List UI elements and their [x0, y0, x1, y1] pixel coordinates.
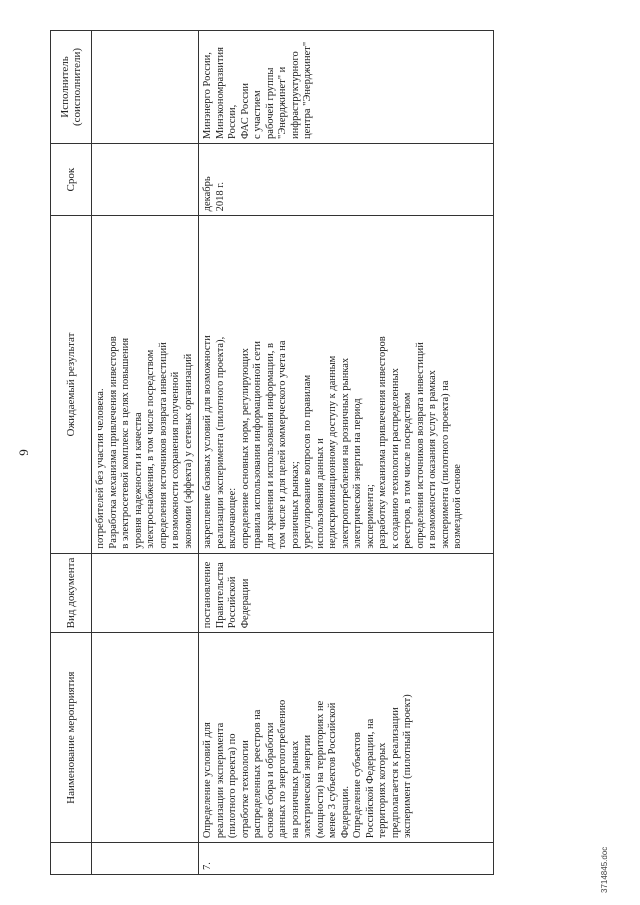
result-line: электроснабжения, в том числе посредством: [145, 349, 156, 549]
item-executor: [199, 31, 494, 144]
result-line: использования данных и: [314, 438, 326, 549]
table-row-continuation: [92, 31, 199, 875]
name-line: на розничных рынках: [289, 740, 301, 839]
result-line: электропотребления на розничных рынках: [339, 357, 351, 549]
deadline-line: 2018 г.: [214, 181, 226, 212]
result-line: том числе и для целей коммерческого учета на: [277, 340, 288, 549]
header-deadline: Срок: [51, 143, 92, 215]
name-line: данных по энергопотреблению: [277, 699, 288, 839]
executor-line: Минэкономразвития: [214, 47, 226, 139]
executor-line: ФАС России: [239, 82, 251, 139]
executor-line: России,: [227, 104, 238, 139]
name-line: отработке технологии: [239, 740, 251, 839]
result-line: разработку механизма привлечения инвесторов: [377, 336, 388, 549]
table-header-row: [51, 31, 92, 875]
name-line: Российской Федерации, на: [364, 718, 376, 839]
result-line: розничных рынках;: [289, 461, 301, 549]
result-line: реализации эксперимента (пилотного проекта),: [214, 336, 226, 549]
measures-table: [50, 30, 494, 875]
result-line: к созданию технологии распределенных: [389, 368, 401, 549]
name-line: основе сбора и обработки: [264, 722, 276, 839]
executor-line: Минэнерго России,: [202, 52, 213, 139]
name-line: электрической энергии: [302, 734, 313, 839]
doc-type-line: Правительства: [214, 562, 226, 629]
result-line: эксперимента;: [364, 484, 376, 549]
result-line: включающее:: [227, 487, 238, 549]
name-line: реализации эксперимента: [214, 722, 226, 839]
executor-line: инфраструктурного: [289, 51, 301, 139]
header-document-type: Вид документа: [51, 553, 92, 633]
cell-result: [92, 216, 199, 553]
result-line: и возможности сохранения полученной: [170, 371, 181, 549]
result-line: возмездной основе: [452, 464, 463, 549]
result-line: определения источников возврата инвестиций: [157, 342, 169, 549]
name-line: (мощности) на территориях не: [314, 700, 326, 839]
item-name: [199, 633, 494, 843]
name-line: территориях которых: [377, 742, 388, 839]
result-line: для хранения и использования информации, в: [264, 342, 276, 549]
item-number: 7.: [199, 843, 494, 875]
result-line: эксперимента (пилотного проекта) на: [439, 380, 451, 549]
page-number: 9: [16, 449, 31, 456]
item-doc-type: [199, 553, 494, 633]
name-line: Федерации.: [339, 785, 351, 839]
result-line: потребителей без участия человека.: [95, 388, 106, 549]
result-line: уровня надежности и качества: [132, 412, 144, 549]
name-line: распределенных реестров на: [252, 709, 263, 839]
cell-name: [92, 633, 199, 843]
executor-line: "Энерджинет" и: [277, 66, 288, 139]
name-line: (пилотного проекта) по: [227, 733, 238, 839]
deadline-line: декабрь: [202, 176, 213, 212]
item-deadline: [199, 143, 494, 215]
name-line: менее 3 субъектов Российской: [327, 702, 338, 839]
result-line: реестров, в том числе посредством: [402, 392, 413, 549]
executor-line: с участием: [252, 90, 263, 139]
table-row-item-7: [199, 31, 494, 875]
result-line: закрепление базовых условий для возможности: [202, 335, 213, 549]
name-line: Определение условий для: [202, 722, 213, 839]
result-line: определения источников возврата инвестиций: [414, 342, 426, 549]
header-expected-result: Ожидаемый результат: [51, 216, 92, 553]
document-code: 3714845.doc: [600, 846, 609, 893]
result-line: в электросетевой комплекс в целях повышения: [120, 337, 131, 549]
result-line: урегулирование вопросов по правилам: [302, 374, 313, 549]
name-line: предполагается к реализации: [389, 707, 401, 839]
cell-deadline: [92, 143, 199, 215]
result-line: недискриминационному доступу к данным: [327, 355, 338, 549]
doc-type-line: постановление: [202, 561, 213, 629]
header-measure-name: Наименование мероприятия: [51, 633, 92, 843]
cell-executor: [92, 31, 199, 144]
executor-line: центра "Энерджинет": [302, 41, 313, 139]
name-line: эксперимент (пилотный проект): [402, 694, 413, 839]
result-line: экономии (эффекта) у сетевых организаций: [182, 353, 194, 549]
result-line: правила использования информационной сети: [252, 340, 263, 549]
cell-doc-type: [92, 553, 199, 633]
name-line: Определение субъектов: [352, 732, 363, 839]
doc-type-line: Федерации: [239, 578, 251, 629]
item-result: [199, 216, 494, 553]
result-line: определение основных норм, регулирующих: [239, 348, 251, 549]
result-line: Разработка механизма привлечения инвесторов: [107, 336, 119, 549]
result-line: и возможности оказания услуг в рамках: [427, 370, 438, 549]
header-number: [51, 843, 92, 875]
doc-type-line: Российской: [227, 576, 238, 629]
executor-line: рабочей группы: [264, 67, 276, 139]
header-executor: Исполнитель (соисполнители): [51, 31, 92, 144]
cell-number: [92, 843, 199, 875]
result-line: электрической энергии на период: [352, 398, 363, 549]
